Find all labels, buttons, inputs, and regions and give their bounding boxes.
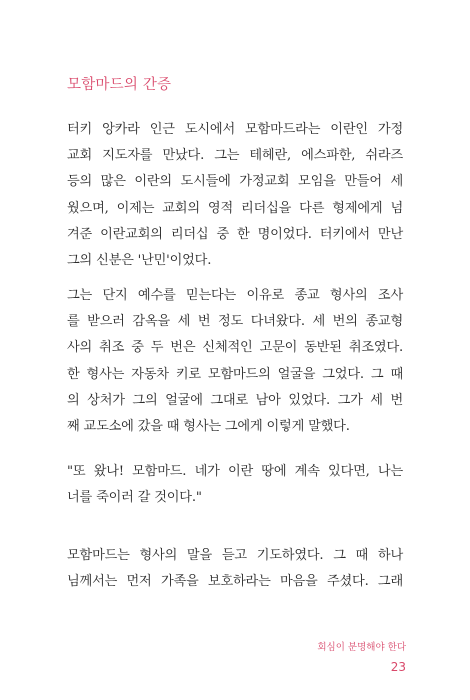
paragraph-4 xyxy=(67,543,403,595)
running-title: 회심이 분명해야 한다 xyxy=(317,642,406,653)
paragraph-line: "또 왔나! 모함마드. 네가 이란 땅에 계속 있다면, 나는 xyxy=(67,464,403,479)
paragraph-line: 한 형사는 자동차 키로 모함마드의 얼굴을 그었다. 그 때 xyxy=(67,366,403,382)
paragraph-line: 째 교도소에 갔을 때 형사는 그에게 이렇게 말했다. xyxy=(67,419,350,435)
paragraph-1 xyxy=(67,117,403,274)
page-number: 23 xyxy=(390,660,406,674)
paragraph-line: 너를 죽이러 갈 것이다." xyxy=(67,490,202,506)
paragraph-line: 그는 단지 예수를 믿는다는 이유로 종교 형사의 조사 xyxy=(67,288,403,303)
paragraph-line: 등의 많은 이란의 도시들에 가정교회 모임을 만들어 세 xyxy=(67,174,403,190)
paragraph-line: 님께서는 먼저 가족을 보호하라는 마음을 주셨다. 그래 xyxy=(67,574,403,590)
paragraph-line: 웠으며, 이제는 교회의 영적 리더십을 다른 형제에게 넘 xyxy=(67,200,403,216)
section-title: 모함마드의 간증 xyxy=(67,77,172,93)
paragraph-line: 사의 취조 중 두 번은 신체적인 고문이 동반된 취조였다. xyxy=(67,340,403,356)
paragraph-line: 터키 앙카라 인근 도시에서 모함마드라는 이란인 가정 xyxy=(67,122,403,137)
paragraph-line: 의 상처가 그의 얼굴에 그대로 남아 있었다. 그가 세 번 xyxy=(67,392,403,408)
paragraph-line: 겨준 이란교회의 리더십 중 한 명이었다. 터키에서 만난 xyxy=(67,226,403,242)
quote-paragraph xyxy=(67,459,403,511)
paragraph-2 xyxy=(67,283,403,440)
paragraph-line: 교회 지도자를 만났다. 그는 테헤란, 에스파한, 쉬라즈 xyxy=(67,148,403,164)
paragraph-line: 모함마드는 형사의 말을 듣고 기도하였다. 그 때 하나 xyxy=(67,548,403,563)
paragraph-line: 그의 신분은 '난민'이었다. xyxy=(67,253,212,269)
paragraph-line: 를 받으러 감옥을 세 번 정도 다녀왔다. 세 번의 종교형 xyxy=(67,314,403,330)
